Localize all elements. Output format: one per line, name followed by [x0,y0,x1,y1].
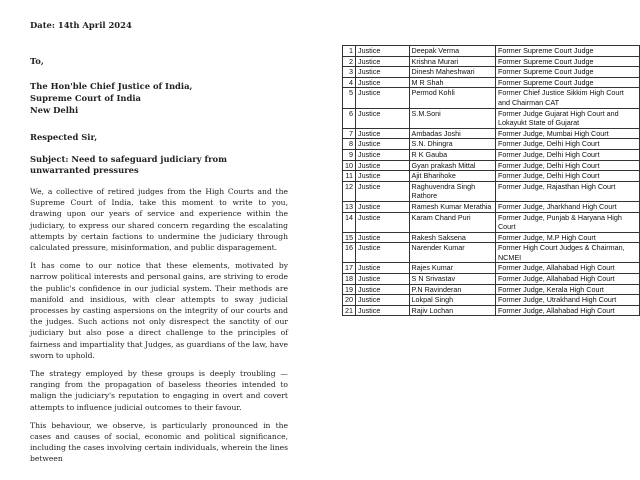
table-row [343,243,640,263]
former-post: Former Judge Gujarat High Court and Lokayukt State of Gujarat [495,108,639,128]
table-row [343,171,640,182]
row-number: 20 [343,295,356,306]
row-number: 5 [343,88,356,108]
row-number: 17 [343,263,356,274]
former-post: Former Judge, Delhi High Court [495,149,639,160]
table-row [343,274,640,285]
judge-name: Rajes Kumar [409,263,495,274]
signatories-table [342,45,640,316]
row-title: Justice [356,139,410,150]
judge-name: Lokpal Singh [409,295,495,306]
former-post: Former Supreme Court Judge [495,56,639,67]
table-row [343,295,640,306]
former-post: Former Judge, Jharkhand High Court [495,201,639,212]
former-post: Former Judge, Allahabad High Court [495,274,639,285]
row-title: Justice [356,128,410,139]
row-number: 8 [343,139,356,150]
table-row [343,128,640,139]
table-row [343,201,640,212]
table-row [343,108,640,128]
judge-name: P.N Ravinderan [409,284,495,295]
table-row [343,263,640,274]
row-title: Justice [356,160,410,171]
table-row [343,88,640,108]
row-number: 13 [343,201,356,212]
former-post: Former Judge, M.P High Court [495,232,639,243]
row-number: 3 [343,67,356,78]
row-number: 21 [343,305,356,316]
row-number: 9 [343,149,356,160]
judge-name: Rakesh Saksena [409,232,495,243]
address-line: New Delhi [30,105,79,115]
row-number: 18 [343,274,356,285]
letter-date: Date: 14th April 2024 [30,20,132,30]
row-number: 14 [343,212,356,232]
salutation: Respected Sir, [30,132,98,142]
judge-name: Ajit Bharihoke [409,171,495,182]
body-paragraph: It has come to our notice that these elements, motivated by narrow political interests and personal gains, are striving to erode the public's confidence in our judicial system. Their methods are manifold and insidious, with clear attempts to sway judicial processes by casting aspersions on the integrity of our courts and the judges. Such actions not only disrespect the sanctity of our judiciary but also pose a direct challenge to the principles of fairness and impartiality that Judges, as guardians of the law, have sworn to uphold. [30,261,288,360]
row-title: Justice [356,274,410,285]
former-post: Former High Court Judges & Chairman, NCMEI [495,243,639,263]
row-number: 19 [343,284,356,295]
table-row [343,181,640,201]
signatories-table-body [343,46,640,316]
row-number: 4 [343,77,356,88]
judge-name: Narender Kumar [409,243,495,263]
table-row [343,149,640,160]
table-row [343,160,640,171]
row-title: Justice [356,171,410,182]
row-title: Justice [356,212,410,232]
letter-page [0,0,318,480]
row-title: Justice [356,263,410,274]
former-post: Former Judge, Delhi High Court [495,139,639,150]
judge-name: S.M.Soni [409,108,495,128]
row-title: Justice [356,232,410,243]
former-post: Former Judge, Allahabad High Court [495,263,639,274]
judge-name: Gyan prakash Mittal [409,160,495,171]
former-post: Former Supreme Court Judge [495,46,639,57]
body-paragraph: We, a collective of retired judges from the High Courts and the Supreme Court of India, take this moment to write to you, drawing upon our years of service and experience within the judiciary, to express our shared concern regarding the escalating attempts by certain factions to undermine the judiciary through calculated pressure, misinformation, and public disparagement. [30,187,288,253]
table-row [343,77,640,88]
subject-line: Subject: Need to safeguard judiciary from unwarranted pressures [30,154,227,175]
judge-name: Rajiv Lochan [409,305,495,316]
row-title: Justice [356,56,410,67]
former-post: Former Judge, Rajasthan High Court [495,181,639,201]
judge-name: Raghuvendra Singh Rathore [409,181,495,201]
row-title: Justice [356,67,410,78]
row-title: Justice [356,305,410,316]
judge-name: Ambadas Joshi [409,128,495,139]
former-post: Former Judge, Utrakhand High Court [495,295,639,306]
body-paragraph: This behaviour, we observe, is particularly pronounced in the cases and causes of social, economic and political significance, including the cases involving certain individuals, wherein the lines between [30,420,288,464]
row-title: Justice [356,284,410,295]
row-title: Justice [356,149,410,160]
row-title: Justice [356,295,410,306]
table-row [343,305,640,316]
judge-name: M R Shah [409,77,495,88]
row-title: Justice [356,46,410,57]
row-number: 2 [343,56,356,67]
former-post: Former Supreme Court Judge [495,77,639,88]
address-line: Supreme Court of India [30,93,141,103]
table-row [343,46,640,57]
row-title: Justice [356,201,410,212]
row-number: 7 [343,128,356,139]
table-row [343,232,640,243]
table-row [343,212,640,232]
row-number: 6 [343,108,356,128]
row-number: 16 [343,243,356,263]
former-post: Former Judge, Punjab & Haryana High Court [495,212,639,232]
former-post: Former Supreme Court Judge [495,67,639,78]
row-title: Justice [356,181,410,201]
table-row [343,284,640,295]
judge-name: Dinesh Maheshwari [409,67,495,78]
row-number: 11 [343,171,356,182]
row-number: 1 [343,46,356,57]
judge-name: R K Gauba [409,149,495,160]
judge-name: Permod Kohli [409,88,495,108]
recipient-address [30,80,288,116]
row-title: Justice [356,108,410,128]
former-post: Former Judge, Mumbai High Court [495,128,639,139]
judge-name: S N Srivastav [409,274,495,285]
table-row [343,56,640,67]
judge-name: Krishna Murari [409,56,495,67]
judge-name: Karam Chand Puri [409,212,495,232]
row-number: 10 [343,160,356,171]
row-title: Justice [356,77,410,88]
body-paragraph: The strategy employed by these groups is deeply troubling — ranging from the propagation of baseless theories intended to malign the judiciary's reputation to engaging in overt and covert attempts to influence judicial outcomes to their favour. [30,369,288,412]
former-post: Former Judge, Kerala High Court [495,284,639,295]
judge-name: Ramesh Kumar Merathia [409,201,495,212]
signatories-page [318,0,640,480]
judge-name: Deepak Verma [409,46,495,57]
row-title: Justice [356,88,410,108]
former-post: Former Judge, Delhi High Court [495,171,639,182]
address-line: The Hon'ble Chief Justice of India, [30,81,193,91]
row-title: Justice [356,243,410,263]
letter-to: To, [30,56,44,66]
table-row [343,139,640,150]
table-row [343,67,640,78]
former-post: Former Judge, Allahabad High Court [495,305,639,316]
judge-name: S.N. Dhingra [409,139,495,150]
former-post: Former Judge, Delhi High Court [495,160,639,171]
row-number: 12 [343,181,356,201]
row-number: 15 [343,232,356,243]
former-post: Former Chief Justice Sikkim High Court and Chairman CAT [495,88,639,108]
